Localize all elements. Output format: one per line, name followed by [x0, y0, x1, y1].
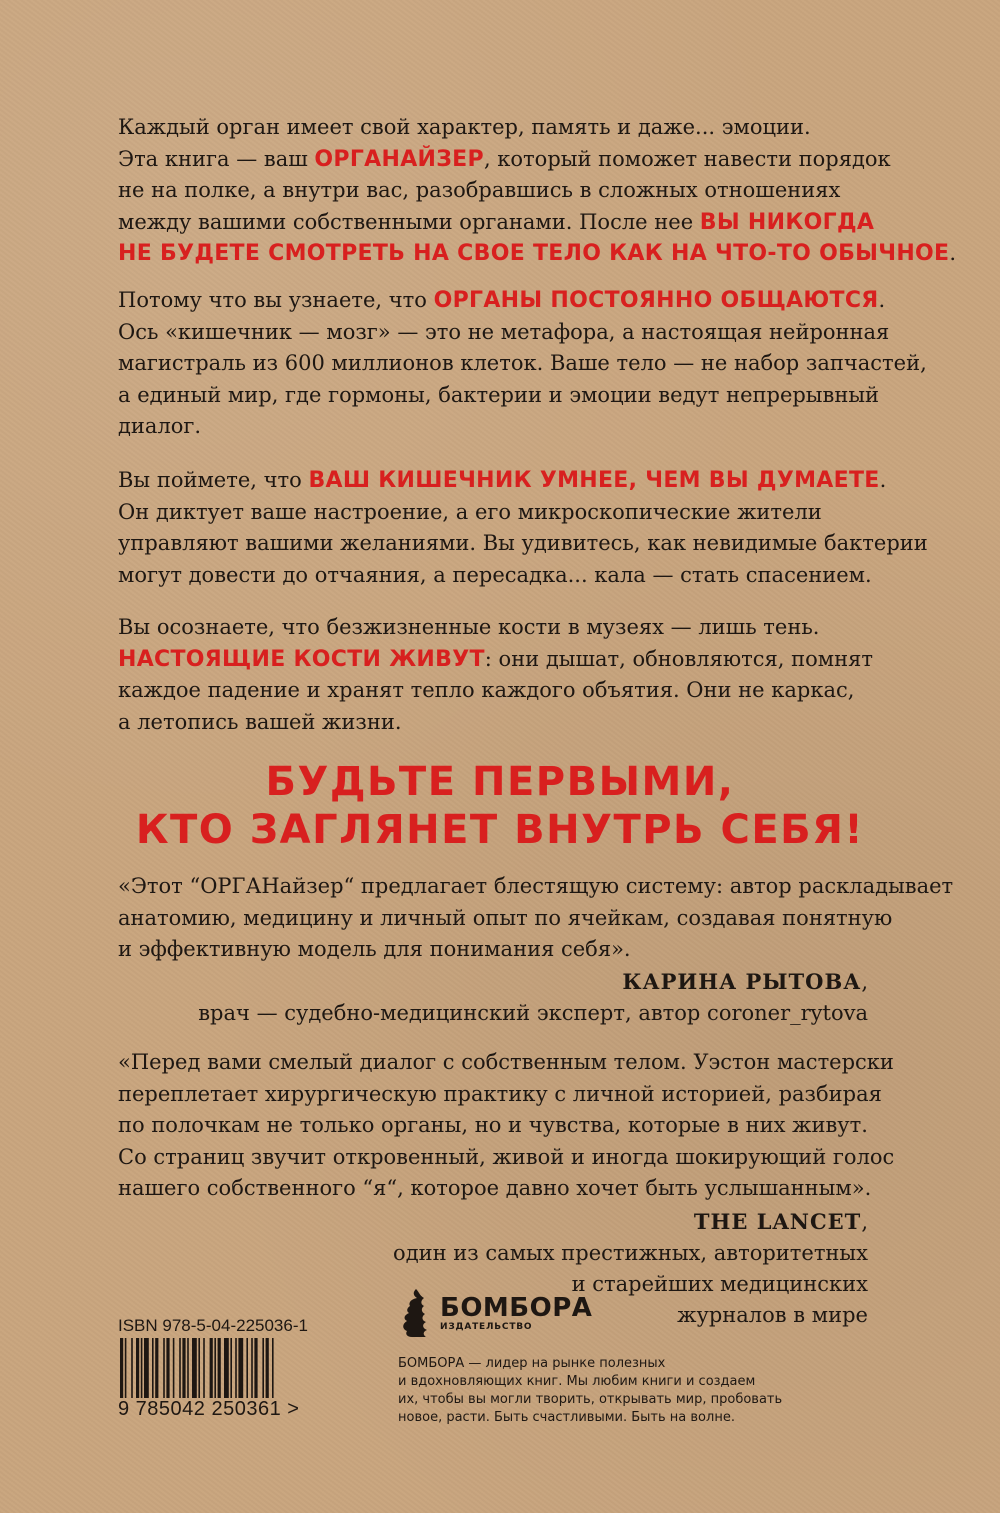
quote-1-author-role: врач — судебно-медицинский эксперт, автор coroner_rytova: [198, 1001, 868, 1025]
p3-line-1-end: .: [879, 468, 887, 492]
quote-1-line-1: «Этот “ОРГАНайзер“ предлагает блестящую систему: автор раскладывает: [118, 874, 954, 898]
barcode-bar: [266, 1338, 269, 1398]
quote-2-author-role-3: журналов в мире: [677, 1303, 868, 1327]
quote-2-line-3: по полочкам не только органы, но и чувства, которые в них живут.: [118, 1113, 868, 1137]
p2-line-1-text: Потому что вы узнаете, что: [118, 288, 434, 312]
barcode-bar: [131, 1338, 133, 1398]
p1-line-1: Каждый орган имеет свой характер, память и даже... эмоции.: [118, 115, 811, 139]
paragraph-1: [118, 112, 957, 270]
quote-1: [118, 871, 954, 966]
barcode-bar: [251, 1338, 253, 1398]
barcode-bar: [198, 1338, 200, 1398]
p4-line-1: Вы осознаете, что безжизненные кости в музеях — лишь тень.: [118, 615, 820, 639]
quote-2-line-4: Со страниц звучит откровенный, живой и иногда шокирующий голос: [118, 1144, 895, 1169]
logo-subtitle: ИЗДАТЕЛЬСТВО: [440, 1322, 533, 1332]
p3-line-4: могут довести до отчаяния, а пересадка... кала — стать спасением.: [118, 562, 872, 587]
highlight-bones: НАСТОЯЩИЕ КОСТИ ЖИВУТ: [118, 646, 485, 672]
quote-1-attribution: [198, 966, 868, 1029]
quote-2-author-name: THE LANCET: [693, 1209, 862, 1234]
barcode-bar: [192, 1338, 197, 1398]
barcode-bar: [214, 1338, 216, 1398]
publisher-line-1: БОМБОРА — лидер на рынке полезных: [398, 1356, 666, 1371]
paragraph-4: [118, 612, 878, 738]
slogan: [0, 758, 1000, 854]
quote-1-line-3: и эффективную модель для понимания себя».: [118, 937, 631, 961]
p3-line-1-text: Вы поймете, что: [118, 468, 309, 492]
quote-1-author: [198, 966, 868, 998]
publisher-line-3: их, чтобы вы могли творить, открывать мир, пробовать: [398, 1392, 783, 1407]
barcode-bar: [262, 1338, 264, 1398]
p2-line-1-end: .: [878, 288, 886, 312]
bombora-logo-icon: [398, 1287, 434, 1339]
paragraph-3: [118, 465, 928, 591]
logo-name: БОМБОРА: [440, 1293, 593, 1323]
highlight-never: ВЫ НИКОГДА: [699, 209, 875, 235]
barcode-bar: [230, 1338, 232, 1398]
p4-line-2-rest: : они дышат, обновляются, помнят: [484, 646, 873, 671]
highlight-organizer: ОРГАНАЙЗЕР: [314, 146, 484, 172]
barcode-bar: [141, 1338, 143, 1398]
quote-2-author-comma: ,: [861, 1210, 868, 1234]
p1-line-4-text: между вашими собственными органами. После нее: [118, 209, 700, 234]
barcode-bar: [163, 1338, 165, 1398]
barcode-bar: [246, 1338, 248, 1398]
barcode-bar: [210, 1338, 213, 1398]
p4-line-4: а летопись вашей жизни.: [118, 709, 402, 734]
p1-line-5-end: .: [949, 241, 957, 265]
quote-1-author-name: КАРИНА РЫТОВА: [622, 969, 862, 994]
p4-line-2: [118, 644, 878, 676]
quote-1-author-comma: ,: [861, 970, 868, 994]
barcode-bar: [272, 1338, 274, 1398]
barcode-bar: [224, 1338, 229, 1398]
p2-line-2: Ось «кишечник — мозг» — это не метафора, а настоящая нейронная: [118, 319, 890, 344]
logo-text: [440, 1294, 592, 1332]
p2-line-5: диалог.: [118, 414, 202, 438]
barcode-bar: [166, 1338, 169, 1398]
paragraph-2: [118, 285, 927, 443]
highlight-body: НЕ БУДЕТЕ СМОТРЕТЬ НА СВОЕ ТЕЛО КАК НА ЧТО-ТО ОБЫЧНОЕ: [118, 241, 950, 266]
p1-line-2-rest: , который поможет навести порядок: [483, 146, 891, 171]
quote-1-line-2: анатомию, медицину и личный опыт по ячейкам, создавая понятную: [118, 905, 893, 930]
quote-2-author-role-2: и старейших медицинских: [571, 1272, 868, 1296]
p4-line-3: каждое падение и хранят тепло каждого объятия. Они не каркас,: [118, 678, 855, 702]
p2-line-4: а единый мир, где гормоны, бактерии и эмоции ведут непрерывный: [118, 382, 880, 407]
highlight-gut: ВАШ КИШЕЧНИК УМНЕЕ, ЧЕМ ВЫ ДУМАЕТЕ: [308, 468, 880, 493]
barcode-bar: [144, 1338, 149, 1398]
highlight-organs: ОРГАНЫ ПОСТОЯННО ОБЩАЮТСЯ: [433, 288, 879, 313]
publisher-description: [398, 1355, 782, 1427]
p1-line-2-text: Эта книга — ваш: [118, 146, 315, 171]
barcode-bar: [203, 1338, 205, 1398]
isbn: ISBN 978-5-04-225036-1: [118, 1316, 308, 1335]
quote-2-line-5: нашего собственного “я“, которое давно хочет быть услышанным».: [118, 1176, 872, 1200]
p2-line-1: [118, 285, 886, 317]
quote-2: [118, 1047, 895, 1205]
quote-2-line-2: переплетает хирургическую практику с личной историей, разбирая: [118, 1081, 882, 1106]
barcode-bar: [187, 1338, 189, 1398]
p3-line-3: управляют вашими желаниями. Вы удивитесь, как невидимые бактерии: [118, 531, 928, 555]
quote-2-line-1: «Перед вами смелый диалог с собственным телом. Уэстон мастерски: [118, 1050, 894, 1074]
barcode-bar: [136, 1338, 139, 1398]
barcode-bar: [155, 1338, 158, 1398]
publisher-line-2: и вдохновляющих книг. Мы любим книги и создаем: [398, 1374, 756, 1389]
p2-line-3: магистраль из 600 миллионов клеток. Ваше тело — не набор запчастей,: [118, 351, 927, 375]
barcode-bar: [120, 1338, 123, 1398]
quote-2-author-role-1: один из самых престижных, авторитетных: [393, 1241, 868, 1265]
slogan-line-1: БУДЬТЕ ПЕРВЫМИ,: [265, 759, 735, 805]
p1-line-3: не на полке, а внутри вас, разобравшись в сложных отношениях: [118, 178, 841, 202]
barcode-bar: [254, 1338, 257, 1398]
p1-line-4: [118, 207, 878, 239]
barcode-bar: [235, 1338, 237, 1398]
p1-line-5: [118, 238, 957, 270]
barcode-bar: [125, 1338, 127, 1398]
quote-2-author: [393, 1206, 868, 1238]
p1-line-2: [118, 144, 891, 176]
publisher-line-4: новое, расти. Быть счастливыми. Быть на волне.: [398, 1410, 735, 1425]
barcode-bar: [218, 1338, 221, 1398]
barcode-bar: [238, 1338, 243, 1398]
p3-line-1: [118, 465, 887, 497]
barcode-bar: [182, 1338, 185, 1398]
barcode-digits: 9 785042 250361 >: [118, 1398, 300, 1420]
slogan-line-2: КТО ЗАГЛЯНЕТ ВНУТРЬ СЕБЯ!: [135, 807, 865, 853]
publisher-logo: [398, 1287, 592, 1339]
barcode-icon: [118, 1338, 330, 1398]
barcode-bar: [179, 1338, 181, 1398]
p3-line-2: Он диктует ваше настроение, а его микроскопические жители: [118, 499, 822, 524]
barcode-bar: [173, 1338, 175, 1398]
barcode-bar: [152, 1338, 154, 1398]
